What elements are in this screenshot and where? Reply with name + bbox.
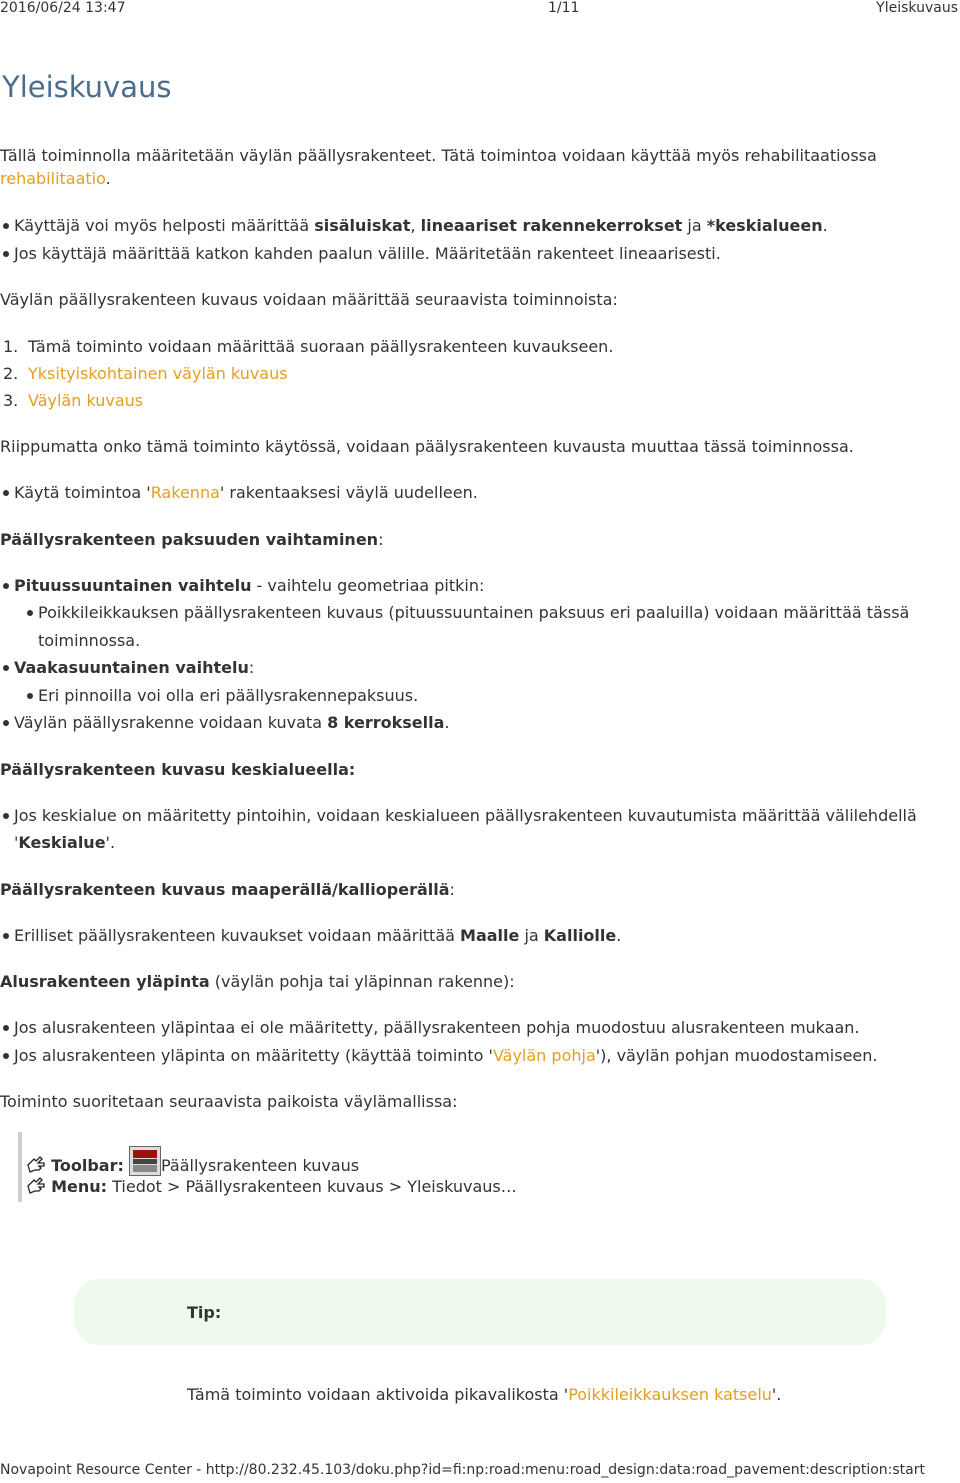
text: ' rakentaaksesi väylä uudelleen. xyxy=(219,483,478,502)
hand-pointer-icon xyxy=(26,1177,46,1195)
bold-text: *keskialueen xyxy=(706,216,823,235)
bold-text: Maalle xyxy=(460,926,520,945)
text: ja xyxy=(519,926,544,945)
subgrade-heading xyxy=(0,970,515,994)
longitudinal-sub-line2: toiminnossa. xyxy=(38,631,141,650)
bold-text: sisäluiskat xyxy=(314,216,411,235)
text: : xyxy=(449,880,455,899)
bullet-dot xyxy=(3,1025,9,1031)
rebuild-bullet xyxy=(14,481,478,505)
intro-text: Tällä toiminnolla määritetään väylän päällysrakenteet. Tätä toimintoa voidaan käyttää myös rehabilitaatiossa xyxy=(0,146,877,165)
cross-section-view-link[interactable]: Poikkileikkauksen katselu xyxy=(568,1385,772,1404)
header-datetime: 2016/06/24 13:47 xyxy=(0,0,126,16)
text: - vaihtelu geometriaa pitkin: xyxy=(251,576,485,595)
locations-text: Toiminto suoritetaan seuraavista paikoista väylämallissa: xyxy=(0,1092,458,1111)
bold-text: Päällysrakenteen paksuuden vaihtaminen xyxy=(0,530,379,549)
ol-number: 3. xyxy=(3,391,19,410)
bullet-features xyxy=(14,214,828,238)
text: '. xyxy=(105,833,116,852)
regardless-text: Riippumatta onko tämä toiminto käytössä, voidaan päälysrakenteen kuvausta muuttaa tässä toiminnossa. xyxy=(0,437,854,456)
text: , xyxy=(410,216,421,235)
bullet-dot xyxy=(3,665,9,671)
text: '), väylän pohjan muodostamiseen. xyxy=(595,1046,878,1065)
bullet-dot xyxy=(27,610,33,616)
vaylan-pohja-link[interactable]: Väylän pohja xyxy=(492,1046,596,1065)
bullet-dot xyxy=(3,1053,9,1059)
text: Väylän päällysrakenne voidaan kuvata xyxy=(14,713,328,732)
horizontal-sub: Eri pinnoilla voi olla eri päällysrakennepaksuus. xyxy=(38,686,419,705)
menu-value: Tiedot > Päällysrakenteen kuvaus > Yleiskuvaus… xyxy=(107,1177,517,1196)
text: : xyxy=(248,658,255,677)
header-page-number: 1/11 xyxy=(548,0,580,16)
soil-heading xyxy=(0,878,455,902)
bullet-dot xyxy=(3,583,9,589)
toolbar-pavement-icon[interactable] xyxy=(129,1146,161,1176)
subgrade-bullet-1: Jos alusrakenteen yläpintaa ei ole määritetty, päällysrakenteen pohja muodostuu alusrakenteen mukaan. xyxy=(14,1018,860,1037)
text: Käytä toimintoa ' xyxy=(14,483,151,502)
menu-label: Menu: xyxy=(51,1177,108,1196)
bullet-dot xyxy=(3,933,9,939)
text: . xyxy=(616,926,622,945)
bullet-dot xyxy=(3,813,9,819)
median-bullet-line2 xyxy=(14,831,115,855)
text: . xyxy=(444,713,450,732)
median-bullet-line1: Jos keskialue on määritetty pintoihin, voidaan keskialueen päällysrakenteen kuvautumista määrittää välilehdellä xyxy=(14,806,917,825)
bold-text: Päällysrakenteen kuvaus maaperällä/kallioperällä xyxy=(0,880,450,899)
road-description-link[interactable]: Väylän kuvaus xyxy=(28,391,144,410)
bullet-dot xyxy=(3,720,9,726)
page-title: Yleiskuvaus xyxy=(2,70,172,104)
ol-number: 2. xyxy=(3,364,19,383)
text: Jos alusrakenteen yläpinta on määritetty (käyttää toiminto ' xyxy=(14,1046,493,1065)
menu-line xyxy=(26,1175,517,1199)
intro-link-line xyxy=(0,167,111,191)
period: . xyxy=(105,169,111,188)
toolbar-value: Päällysrakenteen kuvaus xyxy=(160,1156,360,1175)
ol-number: 1. xyxy=(3,337,19,356)
text: ja xyxy=(682,216,707,235)
text: Tämä toiminto voidaan aktivoida pikavalikosta ' xyxy=(187,1385,569,1404)
bullet-dot xyxy=(27,693,33,699)
longitudinal-bullet xyxy=(14,574,484,598)
text: : xyxy=(378,530,384,549)
bold-text: Vaakasuuntainen vaihtelu xyxy=(14,658,249,677)
rakenna-link[interactable]: Rakenna xyxy=(150,483,220,502)
median-heading: Päällysrakenteen kuvasu keskialueella: xyxy=(0,760,356,779)
footer-url: Novapoint Resource Center - http://80.232.45.103/doku.php?id=fi:np:road:menu:road_design:data:road_pavement:description:start xyxy=(0,1462,925,1478)
bold-text: Keskialue xyxy=(18,833,106,852)
thickness-heading xyxy=(0,528,383,552)
longitudinal-sub-line1: Poikkileikkauksen päällysrakenteen kuvaus (pituussuuntainen paksuus eri paaluilla) voidaan määrittää tässä xyxy=(38,603,910,622)
rehabilitaatio-link[interactable]: rehabilitaatio xyxy=(0,169,106,188)
bold-text: Pituussuuntainen vaihtelu xyxy=(14,576,252,595)
bold-text: 8 kerroksella xyxy=(327,713,445,732)
bullet-dot xyxy=(3,251,9,257)
header-title: Yleiskuvaus xyxy=(876,0,958,16)
tip-label: Tip: xyxy=(187,1303,222,1322)
toolbar-label: Toolbar: xyxy=(51,1156,124,1175)
horizontal-bullet xyxy=(14,656,254,680)
hand-pointer-icon xyxy=(26,1156,46,1174)
bullet-dot xyxy=(3,223,9,229)
bullet-dot xyxy=(3,490,9,496)
detailed-description-link[interactable]: Yksityiskohtainen väylän kuvaus xyxy=(28,364,288,383)
bold-text: Alusrakenteen yläpinta xyxy=(0,972,210,991)
text: '. xyxy=(771,1385,782,1404)
text: (väylän pohja tai yläpinnan rakenne): xyxy=(209,972,515,991)
text: . xyxy=(822,216,828,235)
subgrade-bullet-2 xyxy=(14,1044,878,1068)
soil-bullet xyxy=(14,924,621,948)
bold-text: lineaariset rakennekerrokset xyxy=(420,216,683,235)
text: Erilliset päällysrakenteen kuvaukset voidaan määrittää xyxy=(14,926,461,945)
quote-bar xyxy=(18,1132,22,1202)
layers-bullet xyxy=(14,711,450,735)
text: ' xyxy=(14,833,19,852)
ol-item-1: Tämä toiminto voidaan määrittää suoraan päällysrakenteen kuvaukseen. xyxy=(28,337,614,356)
bullet-break: Jos käyttäjä määrittää katkon kahden paalun välille. Määritetään rakenteet lineaarisesti. xyxy=(14,244,721,263)
tip-text xyxy=(187,1383,781,1407)
bold-text: Kalliolle xyxy=(543,926,617,945)
text: Käyttäjä voi myös helposti määrittää xyxy=(14,216,315,235)
desc-intro: Väylän päällysrakenteen kuvaus voidaan määrittää seuraavista toiminnoista: xyxy=(0,290,618,309)
